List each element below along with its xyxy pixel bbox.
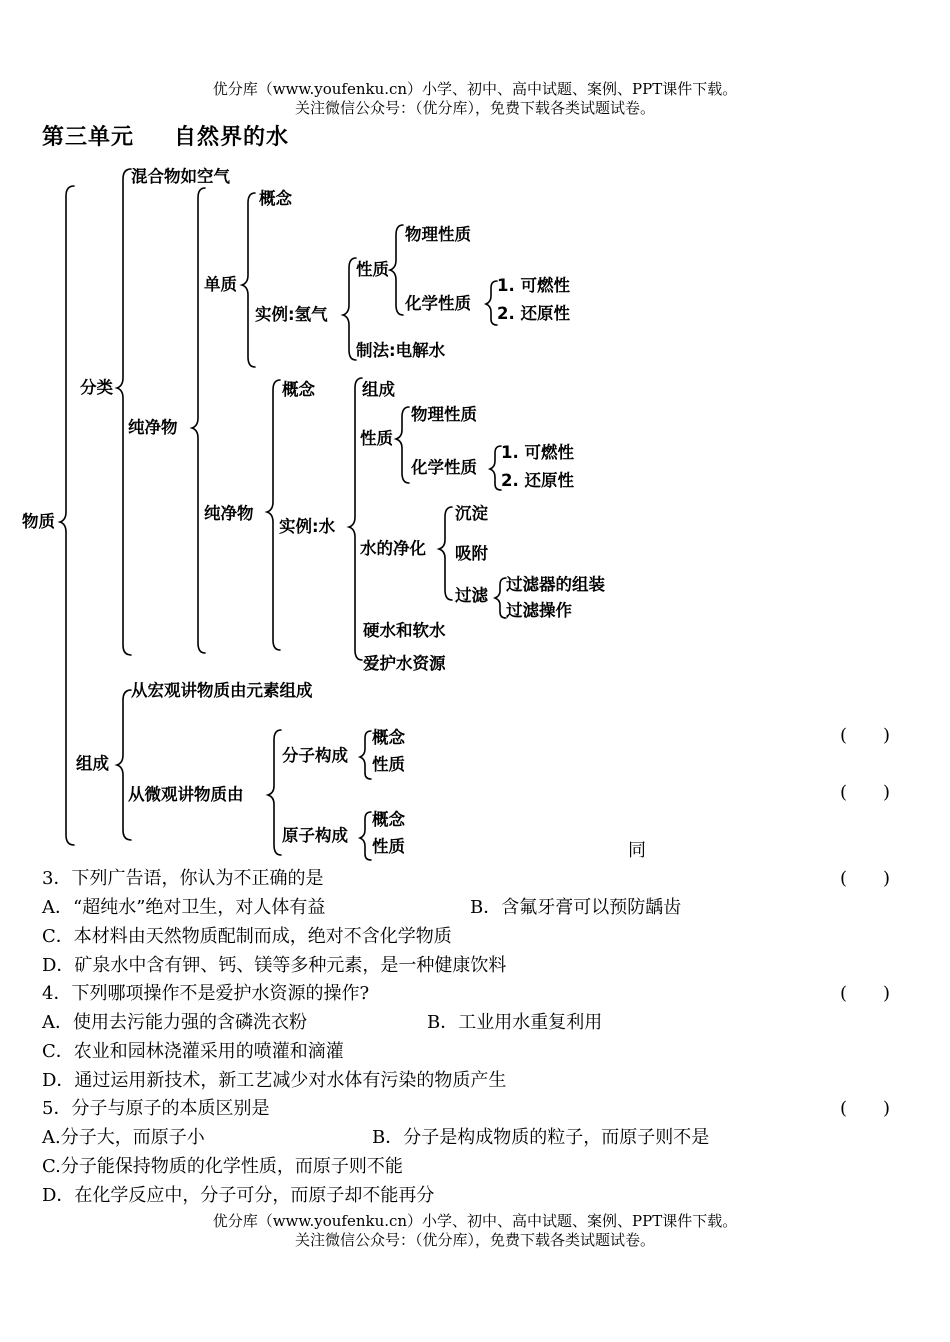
- node-shili-shui: 实例:水: [279, 517, 336, 536]
- q5-option-a: A.分子大，而原子小: [42, 1127, 205, 1148]
- node-hunhewu: 混合物如空气: [131, 167, 230, 186]
- brace-huaxue1: [486, 281, 497, 325]
- answer-paren-q4: ( ): [840, 983, 891, 1004]
- unit-name: 自然界的水: [174, 125, 290, 150]
- node-yz-gainian: 概念: [372, 810, 405, 829]
- node-gainian-1: 概念: [259, 189, 292, 208]
- node-chunjingwu-1: 纯净物: [128, 418, 178, 437]
- node-yingshui: 硬水和软水: [363, 621, 446, 640]
- q5-stem: 5．分子与原子的本质区别是: [42, 1098, 270, 1119]
- q4-option-a: A．使用去污能力强的含磷洗衣粉: [42, 1012, 307, 1033]
- node-keran-1: 1. 可燃性: [497, 276, 570, 295]
- node-chendian: 沉淀: [455, 504, 488, 523]
- answer-paren-q3: ( ): [840, 868, 891, 889]
- node-zucheng-item: 组成: [362, 380, 395, 399]
- q5-option-d: D．在化学反应中，分子可分，而原子却不能再分: [42, 1185, 435, 1206]
- node-huanyuan-2: 2. 还原性: [501, 471, 574, 490]
- unit-number: 第三单元: [42, 125, 135, 150]
- node-fz-gainian: 概念: [372, 728, 405, 747]
- brace-xingzhi1: [390, 225, 403, 315]
- node-wuli-1: 物理性质: [405, 225, 471, 244]
- brace-fenlei: [117, 169, 131, 655]
- node-caozuo: 过滤操作: [506, 601, 572, 620]
- node-chunjingwu-2: 纯净物: [204, 504, 254, 523]
- node-hongguan: 从宏观讲物质由元素组成: [131, 681, 313, 700]
- q3-option-c: C．本材料由天然物质配制而成，绝对不含化学物质: [42, 926, 452, 947]
- node-zhifa: 制法:电解水: [356, 341, 446, 360]
- footer-line-2: 关注微信公众号：（优分库），免费下载各类试题试卷。: [294, 1231, 655, 1249]
- node-wuli-2: 物理性质: [411, 405, 477, 424]
- q4-option-c: C．农业和园林浇灌采用的喷灌和滴灌: [42, 1041, 344, 1062]
- node-zucheng: 组成: [76, 754, 109, 773]
- stray-text-tong: 同: [628, 840, 646, 861]
- node-weiguan: 从微观讲物质由: [128, 785, 244, 804]
- node-zuzhuang: 过滤器的组装: [506, 575, 605, 594]
- node-keran-2: 1. 可燃性: [501, 443, 574, 462]
- q4-option-d: D．通过运用新技术，新工艺减少对水体有污染的物质产生: [42, 1070, 507, 1091]
- brace-shili-qingqi: [343, 258, 356, 360]
- answer-paren-2: ( ): [840, 782, 891, 803]
- node-jinghua: 水的净化: [360, 539, 426, 558]
- brace-fenzi: [360, 731, 371, 779]
- brace-jinghua: [439, 507, 452, 600]
- q5-option-c: C.分子能保持物质的化学性质，而原子则不能: [42, 1156, 403, 1177]
- node-huaxue-1: 化学性质: [405, 294, 471, 313]
- brace-chunjingwu1: [192, 188, 205, 653]
- node-guolv: 过滤: [455, 586, 488, 605]
- node-fenlei: 分类: [80, 378, 113, 397]
- brace-chunjingwu2: [267, 380, 280, 650]
- node-xingzhi-1: 性质: [356, 260, 389, 279]
- node-fz-xingzhi: 性质: [372, 755, 405, 774]
- answer-paren-q5: ( ): [840, 1098, 891, 1119]
- node-danzhi: 单质: [204, 275, 237, 294]
- brace-huaxue2: [490, 446, 501, 490]
- brace-guolv: [495, 578, 506, 618]
- q3-stem: 3．下列广告语，你认为不正确的是: [42, 868, 324, 889]
- answer-paren-1: ( ): [840, 725, 891, 746]
- q5-option-b: B．分子是构成物质的粒子，而原子则不是: [372, 1127, 710, 1148]
- brace-wuzhi: [60, 186, 74, 845]
- brace-weiguan: [268, 730, 281, 855]
- node-yuanzi: 原子构成: [282, 826, 348, 845]
- node-fenzi: 分子构成: [282, 746, 348, 765]
- brace-zucheng: [117, 690, 131, 840]
- header-line-1: 优分库（www.youfenku.cn）小学、初中、高中试题、案例、PPT课件下载。: [212, 80, 738, 98]
- q3-option-a: A．“超纯水”绝对卫生，对人体有益: [42, 897, 326, 918]
- node-yz-xingzhi: 性质: [372, 837, 405, 856]
- node-aihu: 爱护水资源: [363, 654, 446, 673]
- q4-stem: 4．下列哪项操作不是爱护水资源的操作?: [42, 983, 370, 1004]
- node-wuzhi: 物质: [22, 512, 55, 531]
- node-shili-qingqi: 实例:氢气: [255, 305, 328, 324]
- header-line-2: 关注微信公众号：（优分库），免费下载各类试题试卷。: [294, 99, 655, 117]
- node-huaxue-2: 化学性质: [411, 458, 477, 477]
- brace-xingzhi2: [396, 407, 409, 483]
- q3-option-d: D．矿泉水中含有钾、钙、镁等多种元素，是一种健康饮料: [42, 955, 507, 976]
- node-gainian-2: 概念: [282, 380, 315, 399]
- brace-yuanzi: [360, 812, 371, 860]
- node-xifu: 吸附: [455, 544, 488, 563]
- footer-line-1: 优分库（www.youfenku.cn）小学、初中、高中试题、案例、PPT课件下载。: [212, 1212, 738, 1230]
- q4-option-b: B．工业用水重复利用: [427, 1012, 603, 1033]
- q3-option-b: B．含氟牙膏可以预防龋齿: [470, 897, 682, 918]
- brace-shili-shui: [349, 378, 362, 660]
- node-xingzhi-2: 性质: [360, 429, 393, 448]
- brace-danzhi: [242, 193, 255, 367]
- node-huanyuan-1: 2. 还原性: [497, 304, 570, 323]
